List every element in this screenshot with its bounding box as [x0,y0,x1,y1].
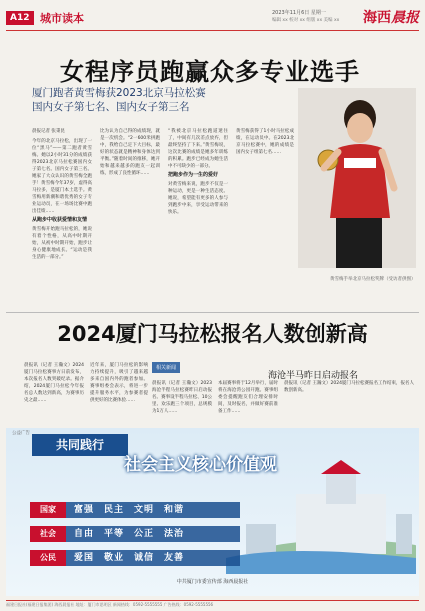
runner-illustration [298,88,416,268]
public-service-ad [6,428,419,596]
story2-col2-text: 近年来，厦门马拉松的影响力持续提升，吸引了越来越多来自国内外的跑者参加。赛事组委会表示，将进一步提升服务水平，为参赛者提供更好的比赛体验…… [90,363,148,403]
story2-sub-headline: 海沧半马昨日启动报名 [268,371,359,381]
story2-col3-text: 晨报讯（记者 王瀚文）2023海沧半程马拉松赛昨日启动报名。赛事设半程马拉松、10公里、欢乐跑三个项目，总规模为1万人…… [152,381,212,414]
story1-column-2 [100,128,160,306]
ad-banner: 共同践行 [32,434,128,456]
ad-value: 文明 [134,505,155,515]
ad-row-label: 社会 [30,526,66,542]
ad-value: 公正 [134,529,155,539]
ad-value: 敬业 [104,553,125,563]
ad-value: 和谐 [164,505,185,515]
ad-row-citizen [30,550,240,566]
ad-value: 诚信 [134,553,155,563]
story1-col3b-text: 对黄雪梅来说，跑步不仅是一种运动，更是一种生活态度。她说，希望能有更多的人参与到跑步中来，享受运动带来的快乐。 [168,182,228,215]
ad-value: 平等 [104,529,125,539]
city-skyline-illustration [226,454,416,574]
ad-row-values [74,550,184,566]
date-line: 2023年11月6日 星期一 [272,10,326,16]
logo-accent: 晨报 [391,10,419,26]
story1-byline: 晨报记者 张秉昆 [32,129,65,134]
related-news-tag: 相关新闻 [152,362,180,373]
ad-slogan: 社会主义核心价值观 [124,455,277,475]
ad-value: 爱国 [74,553,95,563]
editor-line: 编辑 xx 校对 xx 组版 xx 美编 xx [272,18,340,23]
story2-column-3 [152,380,212,424]
story1-column-1 [32,138,92,306]
story1-col1-text: 今年的北京马拉松，出现了一位“黑马”——第二跑者黄雪梅。她以2小时31分的成绩获得2023北京马拉松赛国内女子第七名。国内女子第三名。她家了大众认识的黄雪梅全跑手！黄雪梅今年37岁，虚得高马拉多，是厦门本土选手。黄雪梅用新潮和谐优秀的女子专业运动员，在一场场比赛中跑出佳绩…… [32,139,92,214]
story1-subhead [32,86,262,114]
ad-row-label: 国家 [30,502,66,518]
story1-headline: 女程序员跑赢众多专业选手 [60,58,360,86]
runner-photo [298,88,416,268]
story1-col3-heading: 把跑步作为一生的爱好 [168,172,219,178]
newspaper-logo [363,7,419,27]
story1-subhead-line2: 国内女子第七名、国内女子第三名 [32,101,190,113]
story2-col4-text: 本届赛事将于12月举行，届时将在海沧湾公园开跑。赛事组委会提醒跑友们合理安排时间，及时报名，并做好赛前准备工作…… [218,381,278,414]
logo-text: 海西 [363,10,391,26]
story2-byline: 晨报讯（记者 王瀚文）2024厦门马拉松赛报名工作结束，报名人数创新高。 [284,381,414,393]
ad-row-values [74,502,184,518]
story1-column-3 [168,128,228,306]
ad-value: 自由 [74,529,95,539]
ad-row-values [74,526,184,542]
ad-row-society [30,526,240,542]
story2-column-2 [90,362,148,424]
story1-col2-text: 比为认为自己得的成绩现，就是一次机会。“2一600米拼跑中，我给自己定下大目标，最好的状态就是精神和身体达到平衡。”随着时间的推移，她开始和越来越多的跑友一起训练，形成了良性循环…… [100,129,160,176]
story2-column-4 [218,380,278,424]
section-divider [6,312,419,313]
story1-col4-text: 黄雪梅获得了1小时马拉松成绩，在运动员中。在2023北京马拉松赛中，她的成绩是国内女子组第七名…… [236,129,294,155]
ad-value: 民主 [104,505,125,515]
story2-column-1 [24,362,84,424]
story2-col1-text: 晨报讯（记者 王瀚文）2024厦门马拉松赛事方日前发布，本次报名人数突破纪录。据介绍，2024厦门马拉松今年报名总人数达到新高，为赛事历史之最…… [24,363,84,403]
ad-label: 公益广告 [12,431,30,436]
ad-row-nation [30,502,240,518]
ad-value: 富强 [74,505,95,515]
page-header [6,5,419,31]
story2-column-5 [284,380,414,424]
photo-caption: 黄雪梅手举北京马拉松奖牌（受访者供图） [330,277,416,282]
page-number: A12 [6,11,34,25]
section-title: 城市读本 [40,12,84,25]
ad-sponsor: 中共厦门市委宣传部 海西晨报社 [176,579,249,585]
ad-row-label: 公民 [30,550,66,566]
ad-value: 友善 [164,553,185,563]
page-footer: 福建日报社(福建日报集团) 海西晨报社 地址：厦门市思明区 新闻热线：0592-5555555 广告热线：0592-5555556 [6,600,419,608]
story1-col1-heading: 从跑步中收获爱情和友情 [32,217,88,223]
story1-subhead-line1: 厦门跑者黄雪梅获2023北京马拉松赛 [32,87,206,99]
story2-headline: 2024厦门马拉松报名人数创新高 [57,322,368,346]
story1-col3-text: “我被北京马拉松跑道迷住了，中间有几次差点放弃，但最终坚持了下来。”黄雪梅说，这次比赛的成绩是她多年训练的积累。跑步已经成为她生活中不可缺少的一部分。 [168,129,228,169]
story1-column-4 [236,128,294,306]
story1-col1b-text: 黄雪梅开始跑马拉松的，她说有着个性格，从高中时期开始，从初中时期开始，跑步让身心健康地成长。“运动是我生活的一部分。” [32,227,92,260]
ad-value: 法治 [164,529,185,539]
